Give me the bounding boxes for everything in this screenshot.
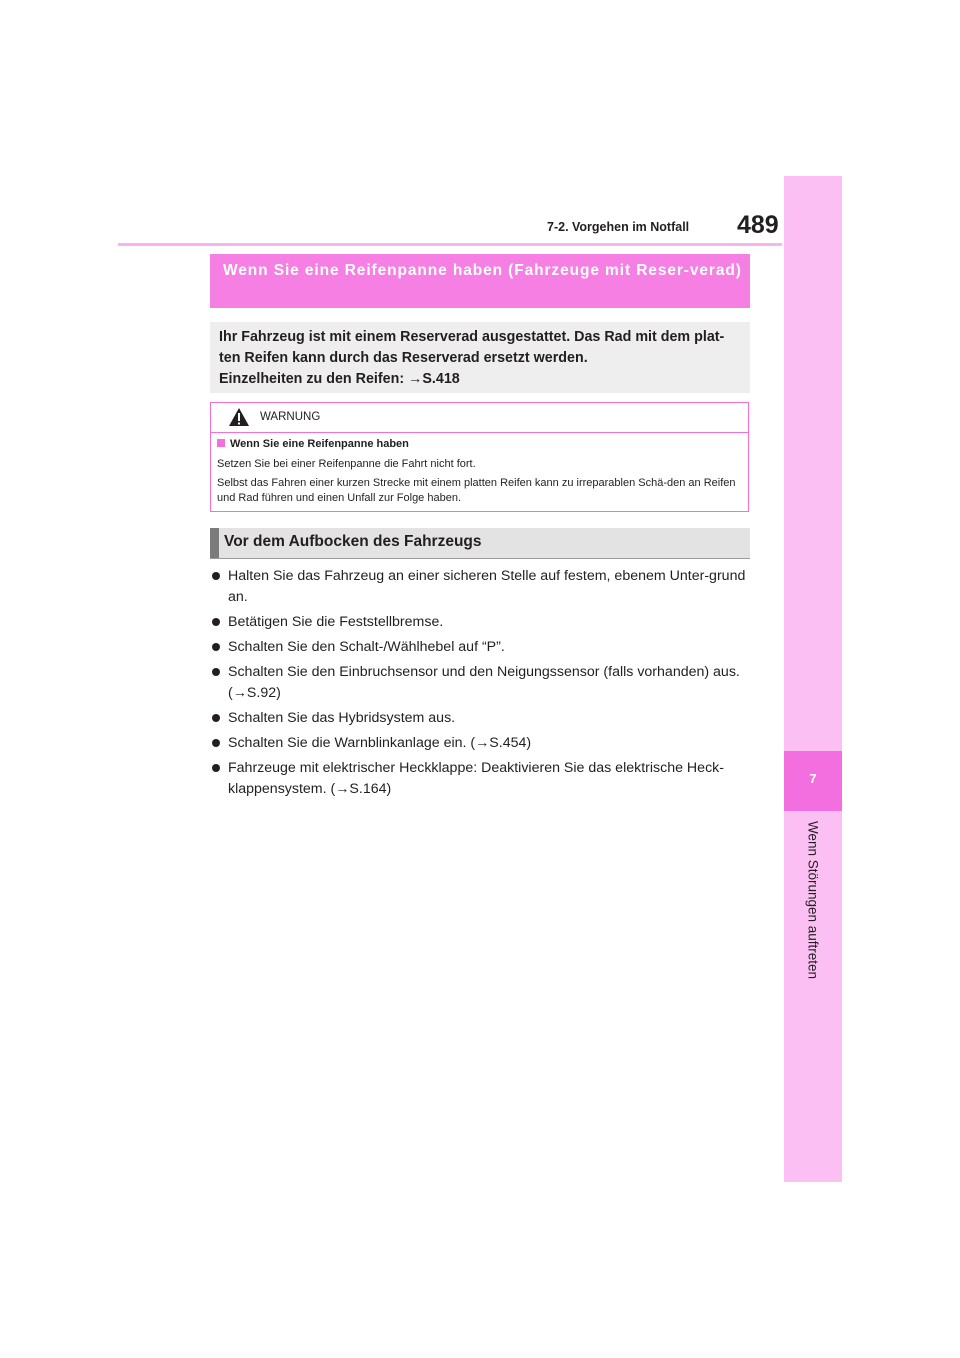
bullet-icon <box>212 572 220 580</box>
list-item: Schalten Sie den Schalt-/Wählhebel auf “P”. <box>212 637 752 658</box>
section-heading-text: Vor dem Aufbocken des Fahrzeugs <box>224 533 482 550</box>
list-item: Schalten Sie den Einbruchsensor und den Neigungssensor (falls vorhanden) aus. (→S.92) <box>212 662 752 704</box>
list-item: Fahrzeuge mit elektrischer Heckklappe: Deaktivieren Sie das elektrische Heck-klappensystem. (→S.164) <box>212 758 752 800</box>
instruction-list <box>212 566 752 804</box>
chapter-number: 7 <box>809 771 817 786</box>
bullet-icon <box>212 643 220 651</box>
section-heading <box>210 528 750 559</box>
intro-line-3: Einzelheiten zu den Reifen: →S.418 <box>219 371 460 387</box>
header-rule <box>118 243 782 246</box>
list-item: Schalten Sie das Hybridsystem aus. <box>212 708 752 729</box>
list-item: Schalten Sie die Warnblinkanlage ein. (→S.454) <box>212 733 752 754</box>
bullet-icon <box>212 739 220 747</box>
side-tab <box>784 176 842 1182</box>
bullet-icon <box>212 714 220 722</box>
warning-paragraph-2: Selbst das Fahren einer kurzen Strecke mit einem platten Reifen kann zu irreparablen Schä-den an Reifen und Rad führen und einen Unfall zur Folge haben. <box>217 477 736 504</box>
intro-line-2: ten Reifen kann durch das Reserverad ersetzt werden. <box>219 350 588 366</box>
chapter-title: Wenn Störungen auftreten <box>805 820 821 980</box>
intro-box <box>210 322 750 393</box>
bullet-icon <box>212 618 220 626</box>
page-number: 489 <box>737 211 779 239</box>
warning-subheading <box>217 438 409 450</box>
pink-section-heading-text: Wenn Sie eine Reifenpanne haben (Fahrzeuge mit Reser-verad) <box>223 262 742 279</box>
intro-line-1: Ihr Fahrzeug ist mit einem Reserverad ausgestattet. Das Rad mit dem plat- <box>219 329 725 345</box>
chapter-marker <box>784 751 842 811</box>
bullet-icon <box>212 764 220 772</box>
warning-subheading-text: Wenn Sie eine Reifenpanne haben <box>230 438 409 450</box>
pink-section-heading <box>210 254 750 308</box>
warning-header <box>211 403 748 433</box>
warning-box <box>210 402 749 512</box>
warning-triangle-icon <box>228 407 250 427</box>
section-heading-bar <box>210 528 219 558</box>
bullet-icon <box>212 668 220 676</box>
warning-title: WARNUNG <box>260 411 321 423</box>
warning-paragraph-1: Setzen Sie bei einer Reifenpanne die Fahrt nicht fort. <box>217 458 476 470</box>
square-bullet-icon <box>217 439 225 447</box>
list-item: Halten Sie das Fahrzeug an einer sicheren Stelle auf festem, ebenem Unter-grund an. <box>212 566 752 608</box>
section-title: 7-2. Vorgehen im Notfall <box>547 220 690 234</box>
list-item: Betätigen Sie die Feststellbremse. <box>212 612 752 633</box>
